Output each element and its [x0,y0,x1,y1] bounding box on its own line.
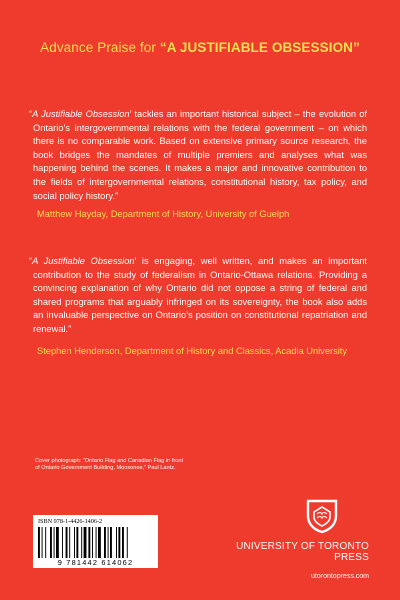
quote-book-title: A Justifiable Obsession [32,109,130,119]
heading-book-title: “A JUSTIFIABLE OBSESSION” [159,40,360,55]
crest-shield-icon [305,498,339,534]
barcode-bars [38,527,153,558]
publisher-name: UNIVERSITY OF TORONTO PRESS [236,541,369,563]
quote-open-mark: “ [29,109,33,119]
praise-quote-1 [29,108,367,203]
praise-attribution-1: Matthew Hayday, Department of History, University of Guelph [37,209,290,219]
praise-quote-2 [29,255,367,337]
praise-attribution-2: Stephen Henderson, Department of History and Classics, Acadia University [37,346,348,356]
quote-open-mark: “ [29,256,33,266]
barcode-digits: 9 781442 614062 [57,558,134,567]
back-cover-heading [0,40,400,55]
isbn-barcode [33,515,158,568]
cover-photo-credit: Cover photograph: “Ontario Flag and Canadian Flag in front of Ontario Government Building, Moosonee,” Paul Lantz. [35,458,184,472]
heading-prefix: Advance Praise for [40,40,160,55]
quote-book-title: A Justifiable Obsession [32,256,135,266]
quote-body: ’ tackles an important historical subject – the evolution of Ontario’s intergovernmental relations with the federal government – on which there is no comparable work. Based on extensive primary source research, the book bridges the mandates of multiple premiers and analyses what was happening behind the scenes. It makes a major and innovative contribution to the fields of intergovernmental relations, constitutional history, tax policy, and social policy history.” [33,109,367,201]
publisher-website: utorontopress.com [311,573,369,580]
quote-body: ’ is engaging, well written, and makes an important contribution to the study of federalism in Ontario-Ottawa relations. Providing a convincing explanation of why Ontario did not oppose a string of federal and shared programs that arguably infringed on its sovereignty, the book also adds an invaluable perspective on Ontario’s position on constitutional repatriation and renewal.” [33,256,367,334]
isbn-label: ISBN 978-1-4426-1406-2 [38,518,103,525]
